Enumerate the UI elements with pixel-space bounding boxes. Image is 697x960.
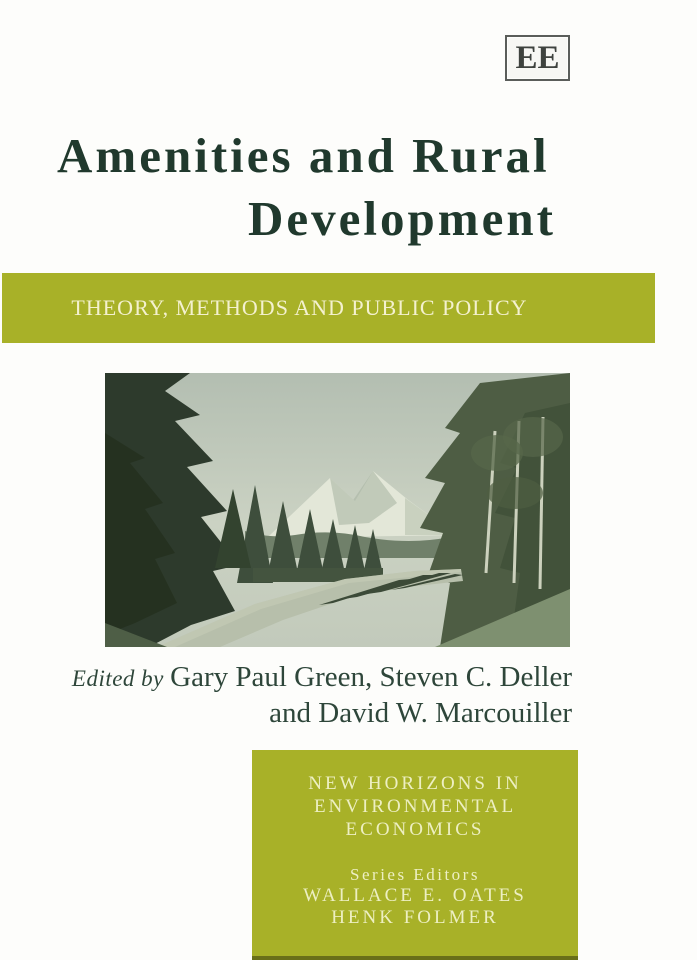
- series-name-line2: ENVIRONMENTAL: [313, 796, 517, 817]
- series-box: [252, 750, 578, 960]
- cover-photo: [105, 373, 570, 647]
- editor-credits-line1: [72, 661, 572, 693]
- series-name-line3: ECONOMICS: [345, 819, 485, 840]
- book-title-line2: Development: [248, 191, 556, 246]
- editor-names-line1: Gary Paul Green, Steven C. Deller: [170, 661, 572, 693]
- series-editors: [252, 864, 578, 929]
- subtitle-band: [2, 273, 655, 343]
- edited-by-label: Edited by: [71, 666, 171, 691]
- subtitle-text: THEORY, METHODS AND PUBLIC POLICY: [71, 295, 528, 320]
- cover-photo-illustration: [105, 373, 570, 647]
- series-editors-label: Series Editors: [350, 865, 480, 884]
- book-title: [0, 124, 697, 250]
- series-editor-2: HENK FOLMER: [331, 907, 499, 928]
- book-title-line1: Amenities and Rural: [57, 128, 550, 183]
- editor-names-line2: and David W. Marcouiller: [269, 697, 572, 729]
- publisher-logo: [505, 35, 570, 81]
- series-name-line1: NEW HORIZONS IN: [308, 773, 522, 794]
- publisher-logo-text: EE: [515, 39, 560, 76]
- series-editor-1: WALLACE E. OATES: [303, 885, 527, 906]
- series-name: [252, 772, 578, 841]
- editor-credits: [72, 660, 572, 730]
